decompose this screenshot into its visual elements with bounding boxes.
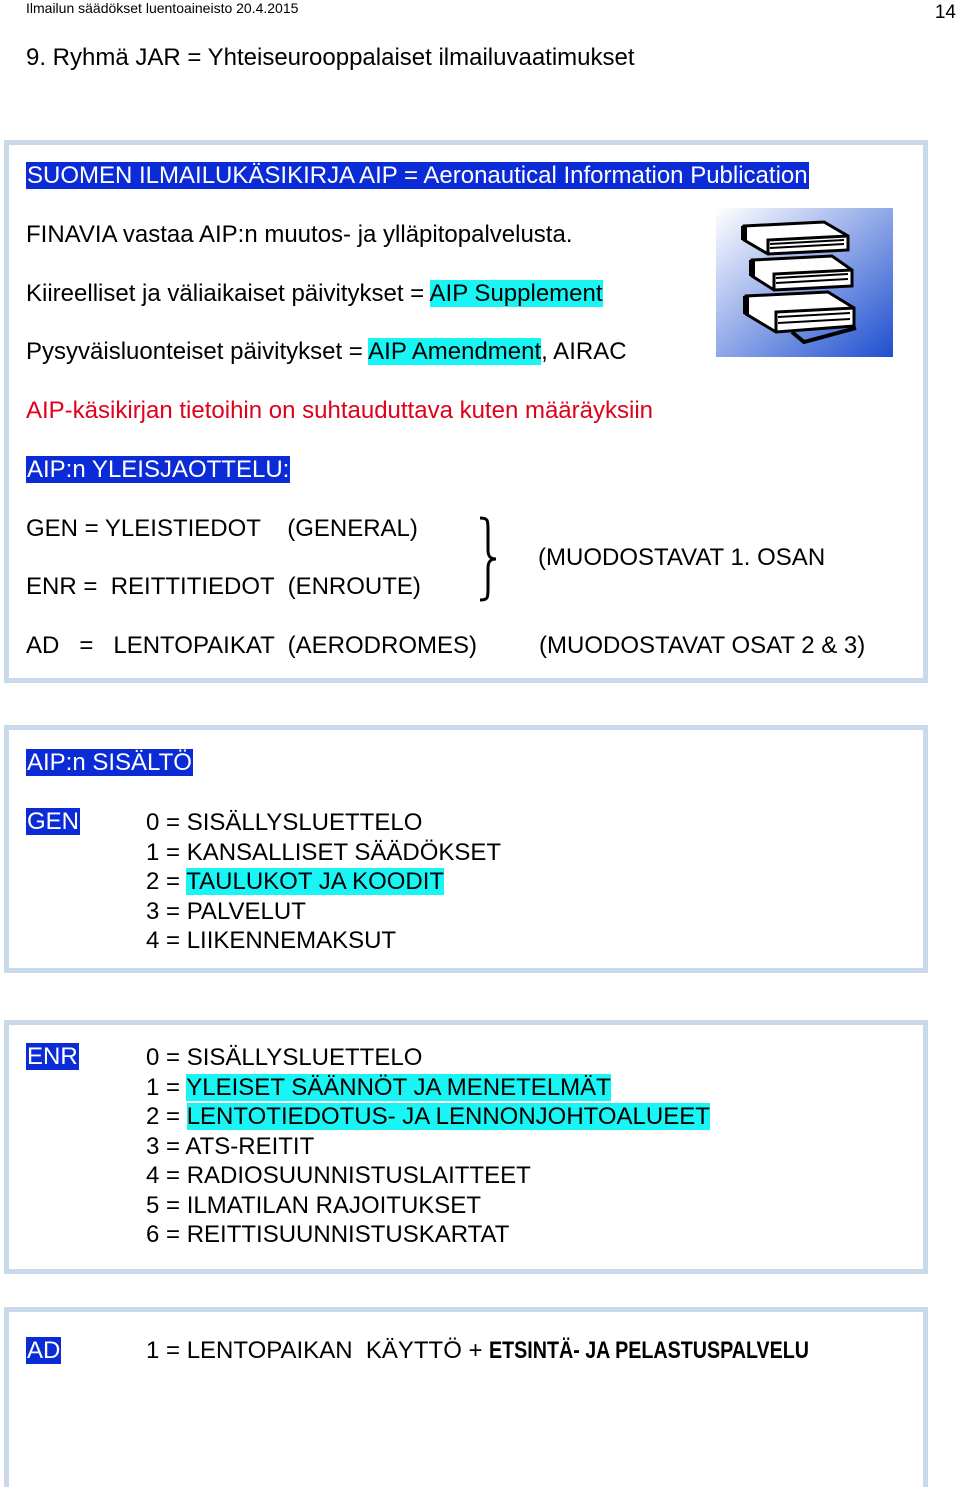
aip-definition-line [26,162,809,190]
finavia-line: FINAVIA vastaa AIP:n muutos- ja ylläpitopalvelusta. [26,221,573,248]
aip-contents-title-highlight: AIP:n SISÄLTÖ [27,749,192,776]
list-item: 3 = PALVELUT [146,897,306,925]
list-item: 2 = TAULUKOT JA KOODIT [146,868,445,895]
aip-definition-highlight: SUOMEN ILMAILUKÄSIKIRJA AIP = Aeronautical Information Publication [27,162,808,189]
enr-row: ENR = REITTITIEDOT (ENROUTE) [26,573,421,600]
supplement-highlight: AIP Supplement [429,280,603,307]
list-item: 6 = REITTISUUNNISTUSKARTAT [146,1221,510,1248]
enr-label [26,1043,79,1071]
ad-label [26,1337,61,1365]
list-item: 4 = RADIOSUUNNISTUSLAITTEET [146,1162,531,1189]
list-item: 0 = SISÄLLYSLUETTELO [146,1044,423,1071]
ad-item-prefix: 1 = LENTOPAIKAN KÄYTTÖ + [146,1337,490,1364]
brace-label: (MUODOSTAVAT 1. OSAN [538,544,826,571]
supplement-line [26,280,603,308]
general-division-highlight: AIP:n YLEISJAOTTELU: [27,456,290,483]
amendment-line-suffix: , AIRAC [541,338,627,365]
ad-row-right: (MUODOSTAVAT OSAT 2 & 3) [539,632,866,659]
regulation-note: AIP-käsikirjan tietoihin on suhtauduttava kuten määräyksiin [26,397,653,424]
ad-label-highlight: AD [27,1337,61,1364]
running-header: Ilmailun säädökset luentoaineisto 20.4.2015 [26,0,299,16]
curly-brace-icon [474,516,504,602]
gen-label [26,808,80,836]
page-number: 14 [934,2,956,23]
section-title: 9. Ryhmä JAR = Yhteiseurooppalaiset ilmailuvaatimukset [26,44,635,71]
list-item: 2 = LENTOTIEDOTUS- JA LENNONJOHTOALUEET [146,1103,710,1130]
list-item: 3 = ATS-REITIT [146,1132,315,1160]
list-item: 5 = ILMATILAN RAJOITUKSET [146,1191,481,1219]
list-item: 4 = LIIKENNEMAKSUT [146,927,397,954]
amendment-highlight: AIP Amendment [368,338,542,365]
aip-contents-title [26,749,193,777]
gen-items-list [146,808,501,956]
amendment-line-prefix: Pysyväisluonteiset päivitykset = [26,338,369,365]
enr-items-list [146,1043,710,1250]
gen-label-highlight: GEN [27,808,80,835]
ad-item-bold: ETSINTÄ- JA PELASTUSPALVELU [489,1337,810,1364]
list-item: 1 = YLEISET SÄÄNNÖT JA MENETELMÄT [146,1073,611,1101]
enr-label-highlight: ENR [27,1043,78,1070]
ad-item [146,1337,879,1365]
general-division-title [26,456,290,484]
list-item: 1 = KANSALLISET SÄÄDÖKSET [146,838,502,866]
supplement-line-prefix: Kiireelliset ja väliaikaiset päivitykset = [26,280,430,307]
list-item: 0 = SISÄLLYSLUETTELO [146,809,423,836]
ad-row-left: AD = LENTOPAIKAT (AERODROMES) [26,632,477,659]
aip-contents-ad-panel [4,1307,928,1487]
gen-row: GEN = YLEISTIEDOT (GENERAL) [26,515,418,542]
amendment-line [26,338,627,366]
books-icon [716,208,893,357]
